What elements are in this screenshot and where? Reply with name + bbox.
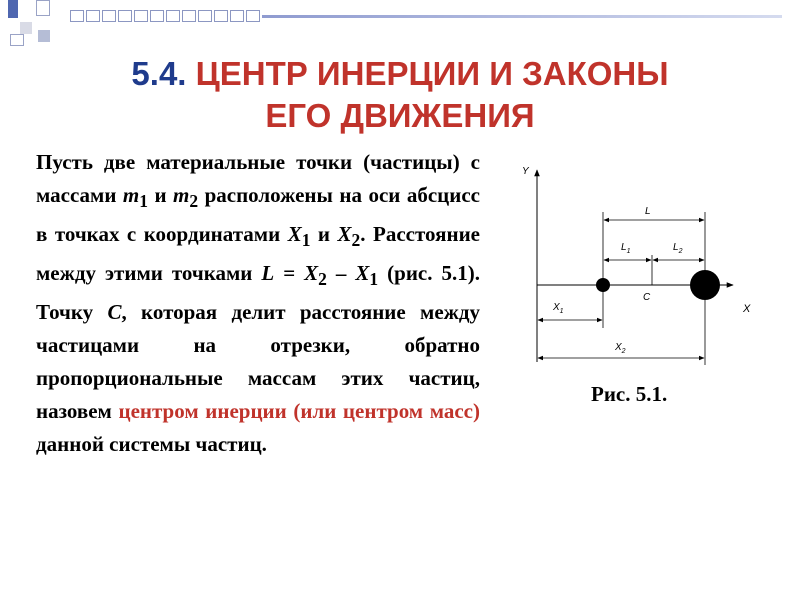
svg-text:L1: $L_1$ <box>621 242 631 255</box>
header-decor-bar <box>70 10 782 24</box>
figure-caption: Рис. 5.1. <box>591 382 668 406</box>
svg-text:L: L <box>645 206 651 217</box>
svg-text:X1: $X_1$ <box>553 302 564 315</box>
svg-text:L2: $L_2$ <box>673 242 683 255</box>
decor-square <box>36 0 50 16</box>
decor-square <box>20 22 32 34</box>
mass-1-particle <box>596 278 610 292</box>
body-paragraph: Пусть две материальные точки (частицы) с массами $m_1$ и $m_2$ расположены на оси абсцисс в точках с координатами $X_1$ и $X_2$. Расстояние между этими точками $L = X_2 - X_1$ (рис. 5.1). Точку C, которая делит расстояние между частицами на отрезки, обратно пропорциональные массам этих частиц, назовем центром инерции (или центром масс) данной системы частиц. <box>36 150 480 456</box>
svg-text:X2: $X_2$ <box>615 342 626 355</box>
decor-square <box>8 0 18 18</box>
mass-2-particle <box>690 270 720 300</box>
slide-title <box>0 53 800 137</box>
center-label: C <box>643 292 651 303</box>
y-axis-label: Y <box>522 166 529 177</box>
figure-5-1 <box>515 160 785 375</box>
section-number: 5.4. <box>131 55 187 92</box>
title-line-1: ЦЕНТР ИНЕРЦИИ И ЗАКОНЫ <box>195 55 669 92</box>
title-line-2: ЕГО ДВИЖЕНИЯ <box>265 97 535 134</box>
decor-square <box>10 34 24 46</box>
x-axis-label: X <box>743 303 751 315</box>
center-of-mass-term: центром инерции (или центром масс) <box>118 398 480 423</box>
decor-square <box>38 30 50 42</box>
